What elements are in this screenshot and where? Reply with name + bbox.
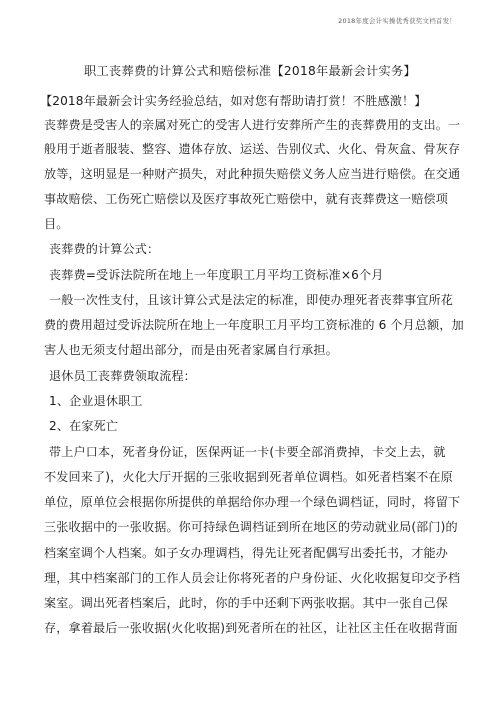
body-line: 丧葬费=受诉法院所在地上一年度职工月平均工资标准×6个月 <box>49 268 384 282</box>
body-line: 理，其中档案部门的工作人员会让你将死者的户身份证、火化收据复印交予档 <box>44 571 461 585</box>
header-note: 2018年度会计实操优秀获奖文档首发！ <box>338 17 456 25</box>
body-line: 单位，原单位会根据你所提供的单据给你办理一个绿色调档证，同时，将留下 <box>44 495 461 509</box>
body-line: 2、在家死亡 <box>49 419 119 433</box>
body-line: 害人也无须支付超出部分，而是由死者家属自行承担。 <box>44 343 338 357</box>
body-line: 档案室调个人档案。如子女办理调档，得先让死者配偶写出委托书，才能办 <box>44 546 449 560</box>
body-line: 事故赔偿、工伤死亡赔偿以及医疗事故死亡赔偿中，就有丧葬费这一赔偿项 <box>44 192 449 206</box>
body-line: 带上户口本，死者身份证，医保两证一卡(卡要全部消费掉，卡交上去，就 <box>49 445 446 459</box>
body-line: 不发回来了)，火化大厅开据的三张收据到死者单位调档。如死者档案不在原 <box>44 470 453 484</box>
document-title: 职工丧葬费的计算公式和赔偿标准【2018年最新会计实务】 <box>84 64 416 78</box>
body-line: 般用于逝者服装、整容、遗体存放、运送、告别仪式、火化、骨灰盒、骨灰存 <box>44 142 461 156</box>
body-line: 目。 <box>44 217 69 231</box>
body-line: 【2018年最新会计实务经验总结，如对您有帮助请打赏！不胜感激！】 <box>40 94 427 108</box>
body-line: 三张收据中的一张收据。你可持绿色调档证到所在地区的劳动就业局(部门)的 <box>44 520 458 534</box>
body-line: 一般一次性支付，且该计算公式是法定的标准，即使办理死者丧葬事宜所花 <box>49 293 454 307</box>
body-line: 案室。调出死者档案后，此时，你的手中还剩下两张收据。其中一张自己保 <box>44 596 449 610</box>
body-line: 丧葬费的计算公式： <box>49 242 160 256</box>
body-line: 费的费用超过受诉法院所在地上一年度职工月平均工资标准的 6 个月总额，加 <box>44 318 464 332</box>
body-line: 退休员工丧葬费领取流程： <box>49 369 196 383</box>
body-line: 放等，这明显是一种财产损失，对此种损失赔偿义务人应当进行赔偿。在交通 <box>44 167 461 181</box>
body-line: 存，拿着最后一张收据(火化收据)到死者所在的社区，让社区主任在收据背面 <box>44 621 458 635</box>
body-line: 丧葬费是受害人的亲属对死亡的受害人进行安葬所产生的丧葬费用的支出。一 <box>44 118 461 132</box>
body-line: 1、企业退休职工 <box>49 394 143 408</box>
